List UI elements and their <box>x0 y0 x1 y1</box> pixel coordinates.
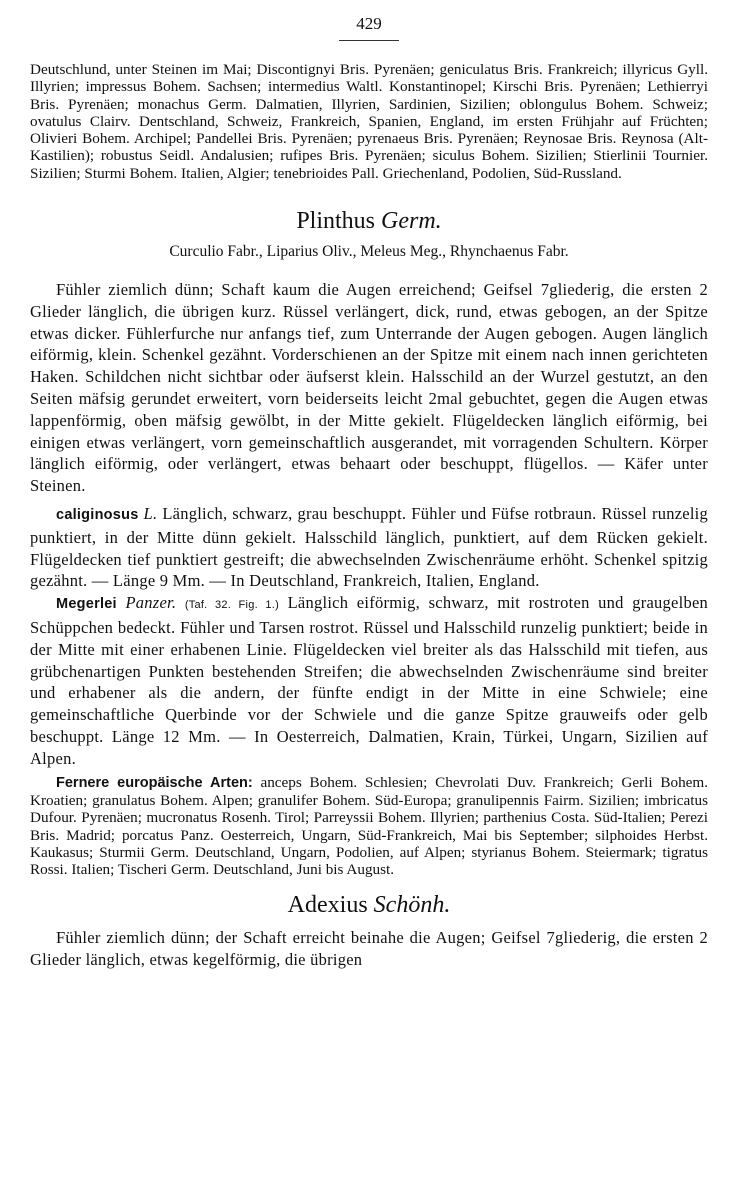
species-name: caliginosus <box>56 507 139 524</box>
page-number: 429 <box>356 14 382 33</box>
genus-description-text: Fühler ziemlich dünn; der Schaft erreicht beinahe die Augen; Geifsel 7gliederig, die ersten 2 Glieder länglich, etwas kegelförmig, die übrigen <box>30 928 708 970</box>
genus-name: Plinthus <box>296 208 376 235</box>
other-species-text: anceps Bohem. Schlesien; Chevrolati Duv. Frankreich; Gerli Bohem. Kroatien; granulatus Bohem. Alpen; granulifer Bohem. Süd-Europa; granulipennis Fairm. Sizilien; imbricatus Dufour. Pyrenäen; mucronatus Rosenh. Tirol; Parreyssii Bohem. Illyrien; parthenius Costa. Süd-Italien; Perezi Bris. Madrid; porcatus Panz. Oesterreich, Ungarn, Süd-Frankreich, Mai bis September; silphoides Herbst. Kaukasus; Sturmii Germ. Deutschland, Ungarn, Podolien, auf Alpen; styrianus Bohem. Steiermark; tigratus Rossi. Italien; Tischeri Germ. Deutschland, Juni bis August. <box>30 773 709 879</box>
species-author: Panzer. <box>125 593 177 613</box>
header-rule <box>339 40 399 41</box>
genus-name: Adexius <box>287 892 368 919</box>
genus-description-text: Fühler ziemlich dünn; Schaft kaum die Augen erreichend; Geifsel 7gliederig, die ersten 2 Glieder länglich, die übrigen kurz. Rüssel verlängert, dick, rund, etwas gebogen, an der Spitze etwas dicker. Fühlerfurche nur anfangs tief, zum Unterrande der Augen gebogen. Augen länglich eiförmig, klein. Schenkel gezähnt. Vorderschienen an der Spitze mit einem nach innen gerichteten Haken. Schildchen nicht sichtbar oder äufserst klein. Halsschild an der Wurzel gestutzt, an den Seiten mäfsig gerundet erweitert, vorn beiderseits leicht 2mal gebuchtet, gegen die Augen etwas lappenförmig, oben mäfsig gewölbt, in der Mitte gekielt. Flügeldecken länglich eiförmig, bei einigen etwas verlängert, vorn gemeinschaftlich ausgerandet, mit vorragenden Schultern. Körper länglich eiförmig, oder verlängert, etwas behaart oder beschuppt, flügellos. — Käfer unter Steinen. <box>30 280 708 496</box>
species-entry-megerlei <box>30 592 708 769</box>
species-name: Megerlei <box>56 596 117 613</box>
species-text: Länglich eiförmig, schwarz, mit rostroten und graugelben Schüppchen bedeckt. Fühler und Tarsen rostrot. Rüssel und Halsschild runzelig punktiert; beide in der Mitte mit einer erhabenen Linie. Flügeldecken viel breiter als das Halsschild mit tiefen, aus grübchenartigen Punkten bestehenden Streifen; die abwechselnden Zwischenräume sind breiter und erhabener als die andern, der fünfte endigt in der Mitte in eine Schwiele; eine gemeinschaftliche Querbinde vor der Schwiele und die ganze Spitze grauweifs oder gelb beschuppt. Länge 12 Mm. — In Oesterreich, Dalmatien, Krain, Türkei, Ungarn, Sizilien auf Alpen. <box>30 593 709 768</box>
species-entry-caliginosus <box>30 503 708 592</box>
genus-author: Germ. <box>381 208 442 235</box>
genus-heading-plinthus <box>30 208 708 235</box>
other-species-list <box>30 774 708 879</box>
genus-heading-adexius <box>30 892 708 919</box>
genus-synonyms: Curculio Fabr., Liparius Oliv., Meleus Meg., Rhynchaenus Fabr. <box>169 243 569 261</box>
genus-description <box>30 927 708 971</box>
other-species-heading: Fernere europäische Arten: <box>56 774 253 791</box>
plate-reference: (Taf. 32. Fig. 1.) <box>184 599 279 612</box>
genus-author: Schönh. <box>373 892 451 919</box>
species-author: L. <box>143 504 158 524</box>
genus-description <box>30 279 708 497</box>
page <box>30 14 708 971</box>
species-list-continuation: Deutschlund, unter Steinen im Mai; Discontignyi Bris. Pyrenäen; geniculatus Bris. Frankreich; illyricus Gyll. Illyrien; impressus Bohem. Sachsen; intermedius Waltl. Konstantinopel; Kirschi Bris. Pyrenäen; Lethierryi Bris. Pyrenäen; monachus Germ. Dalmatien, Illyrien, Sardinien, Sizilien; oblongulus Bohem. Schweiz; ovatulus Clairv. Dentschland, Schweiz, Frankreich, Spanien, England, im ersten Frühjahr auf Früchten; Olivieri Bohem. Archipel; Pandellei Bris. Pyrenäen; pyrenaeus Bris. Pyrenäen; Reynosae Bris. Reynosa (Alt-Kastilien); robustus Seidl. Andalusien; rufipes Bris. Pyrenäen; siculus Bohem. Sizilien; Stierlinii Tournier. Sizilien; Sturmi Bohem. Italien, Algier; tenebrioides Pall. Griechenland, Podolien, Süd-Russland. <box>30 61 708 182</box>
species-text: Länglich, schwarz, grau beschuppt. Fühler und Füfse rotbraun. Rüssel runzelig punktiert, in der Mitte dünn gekielt. Halsschild länglich, punktiert, auf dem Rücken gekielt. Flügeldecken tief punktiert gestreift; die abwechselnden Zwischenräume erhöht. Schenkel spitzig gezähnt. — Länge 9 Mm. — In Deutschland, Frankreich, Italien, England. <box>30 504 709 591</box>
